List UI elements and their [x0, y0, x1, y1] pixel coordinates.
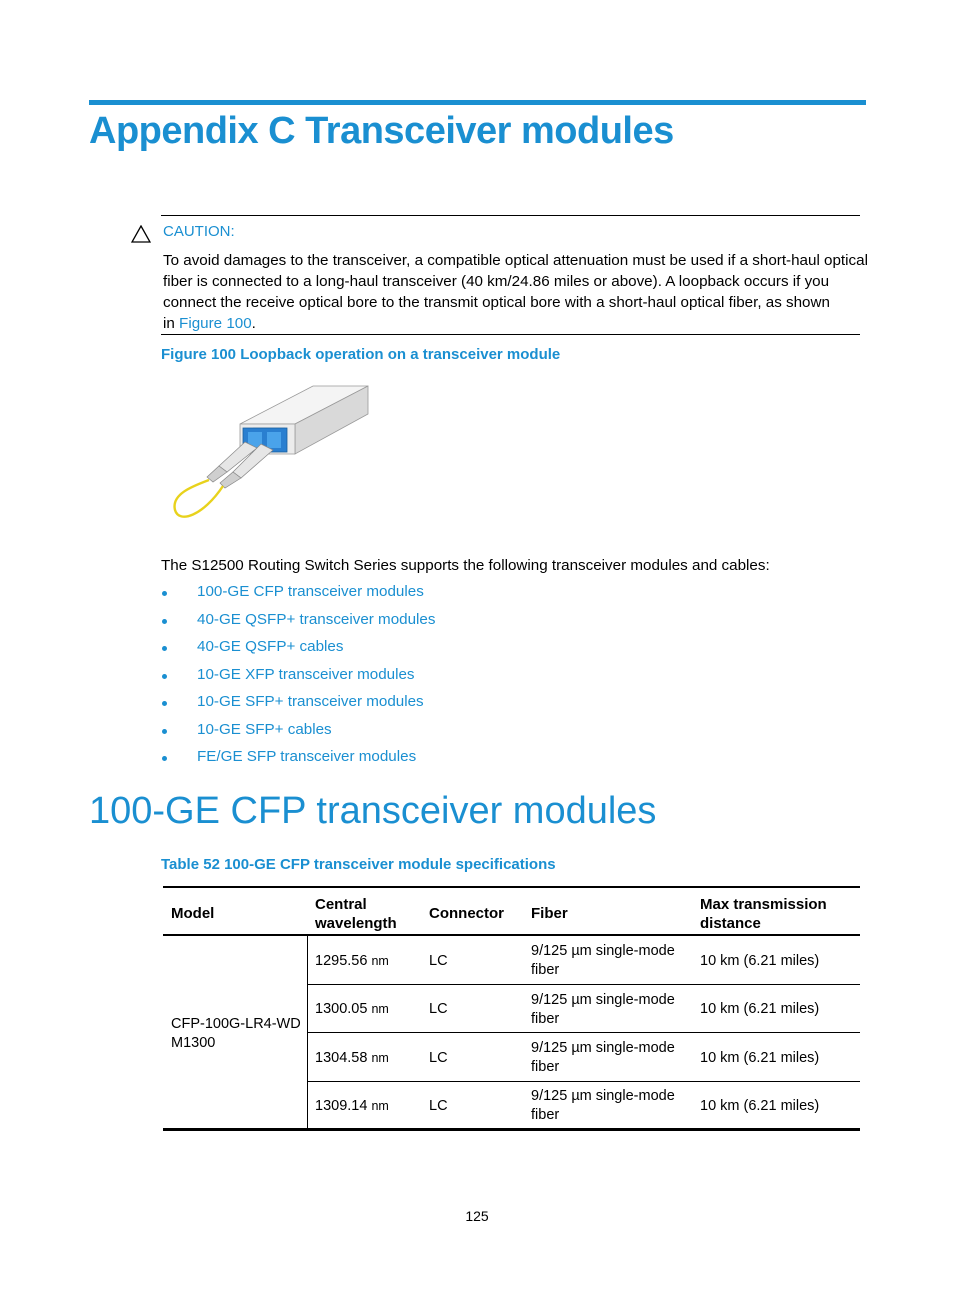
- intro-paragraph: The S12500 Routing Switch Series supports the following transceiver modules and cables:: [161, 557, 770, 574]
- module-link[interactable]: 10-GE SFP+ cables: [197, 720, 332, 738]
- page-title: Appendix C Transceiver modules: [89, 110, 674, 152]
- fiber-line: fiber: [531, 1107, 560, 1123]
- bullet-icon: [162, 591, 167, 596]
- module-link[interactable]: 10-GE SFP+ transceiver modules: [197, 693, 424, 710]
- wavelength-value: 1295.56: [315, 953, 368, 969]
- caution-text: [163, 250, 868, 334]
- figure-caption: Figure 100 Loopback operation on a transceiver module: [161, 346, 561, 363]
- fiber-line: 9/125 µm single-mode: [531, 943, 675, 959]
- bullet-icon: [162, 646, 167, 651]
- table-row-rule: [307, 1081, 860, 1082]
- distance-cell: 10 km (6.21 miles): [700, 953, 820, 969]
- caution-top-rule: [161, 215, 860, 216]
- wavelength-unit: nm: [371, 954, 389, 968]
- wavelength-value: 1300.05: [315, 1001, 368, 1017]
- fiber-cell: [531, 991, 675, 1029]
- fiber-cell: [531, 942, 675, 980]
- model-cell: [171, 1015, 301, 1053]
- connector-cell: LC: [429, 1050, 448, 1066]
- section-title: 100-GE CFP transceiver modules: [89, 790, 657, 832]
- wavelength-cell: [315, 1097, 389, 1116]
- caution-line: fiber is connected to a long-haul transceiver (40 km/24.86 miles or above). A loopback occurs if you: [163, 273, 830, 290]
- module-link[interactable]: FE/GE SFP transceiver modules: [197, 748, 417, 765]
- module-link[interactable]: 40-GE QSFP+ transceiver modules: [197, 610, 436, 628]
- header-wavelength-line: Central: [315, 896, 367, 913]
- header-distance: [700, 895, 827, 933]
- bullet-icon: [162, 756, 167, 761]
- model-line: CFP-100G-LR4-WD: [171, 1016, 301, 1032]
- table-top-rule: [163, 886, 860, 888]
- bullet-icon: [162, 729, 167, 734]
- connector-cell: LC: [429, 1098, 448, 1114]
- fiber-line: fiber: [531, 1059, 560, 1075]
- caution-triangle-icon: [131, 225, 151, 243]
- caution-line: To avoid damages to the transceiver, a compatible optical attenuation must be used if a short-haul optical: [163, 252, 868, 269]
- fiber-line: 9/125 µm single-mode: [531, 1040, 675, 1056]
- fiber-cell: [531, 1087, 675, 1125]
- header-connector: Connector: [429, 905, 504, 922]
- bullet-icon: [162, 619, 167, 624]
- table-row-rule: [307, 1032, 860, 1033]
- table-header-rule: [163, 934, 860, 936]
- bullet-icon: [162, 701, 167, 706]
- wavelength-unit: nm: [371, 1051, 389, 1065]
- header-wavelength: [315, 895, 397, 933]
- caution-bottom-rule: [161, 334, 860, 335]
- figure-100-link[interactable]: Figure 100: [179, 315, 252, 332]
- wavelength-value: 1304.58: [315, 1050, 368, 1066]
- table-row-rule: [307, 984, 860, 985]
- wavelength-value: 1309.14: [315, 1098, 368, 1114]
- header-distance-line: Max transmission: [700, 896, 827, 913]
- connector-cell: LC: [429, 953, 448, 969]
- wavelength-cell: [315, 952, 389, 971]
- module-link[interactable]: 10-GE XFP transceiver modules: [197, 665, 415, 683]
- caution-label: CAUTION:: [163, 223, 235, 240]
- fiber-line: fiber: [531, 1011, 560, 1027]
- distance-cell: 10 km (6.21 miles): [700, 1050, 820, 1066]
- distance-cell: 10 km (6.21 miles): [700, 1098, 820, 1114]
- module-link[interactable]: 100-GE CFP transceiver modules: [197, 583, 424, 600]
- model-line: M1300: [171, 1035, 216, 1051]
- fiber-cell: [531, 1039, 675, 1077]
- table-column-rule: [307, 936, 308, 1128]
- caution-line-suffix: .: [251, 315, 256, 332]
- page-number: 125: [465, 1208, 489, 1224]
- module-link[interactable]: 40-GE QSFP+ cables: [197, 638, 344, 655]
- header-wavelength-line: wavelength: [315, 915, 397, 932]
- distance-cell: 10 km (6.21 miles): [700, 1001, 820, 1017]
- wavelength-cell: [315, 1049, 389, 1068]
- wavelength-unit: nm: [371, 1002, 389, 1016]
- transceiver-loopback-illustration: [165, 382, 375, 524]
- fiber-line: 9/125 µm single-mode: [531, 1088, 675, 1104]
- bullet-icon: [162, 674, 167, 679]
- header-model: Model: [171, 905, 215, 922]
- header-fiber: Fiber: [531, 905, 568, 922]
- connector-cell: LC: [429, 1001, 448, 1017]
- header-distance-line: distance: [700, 915, 761, 932]
- caution-line-prefix: in: [163, 315, 180, 332]
- table-caption: Table 52 100-GE CFP transceiver module specifications: [161, 856, 556, 873]
- table-bottom-rule: [163, 1128, 860, 1131]
- wavelength-unit: nm: [371, 1099, 389, 1113]
- fiber-line: 9/125 µm single-mode: [531, 992, 675, 1008]
- heading-rule: [89, 100, 866, 105]
- wavelength-cell: [315, 1000, 389, 1019]
- caution-line: [163, 313, 863, 334]
- caution-line: connect the receive optical bore to the transmit optical bore with a short-haul optical fiber, as shown: [163, 294, 830, 311]
- fiber-line: fiber: [531, 962, 560, 978]
